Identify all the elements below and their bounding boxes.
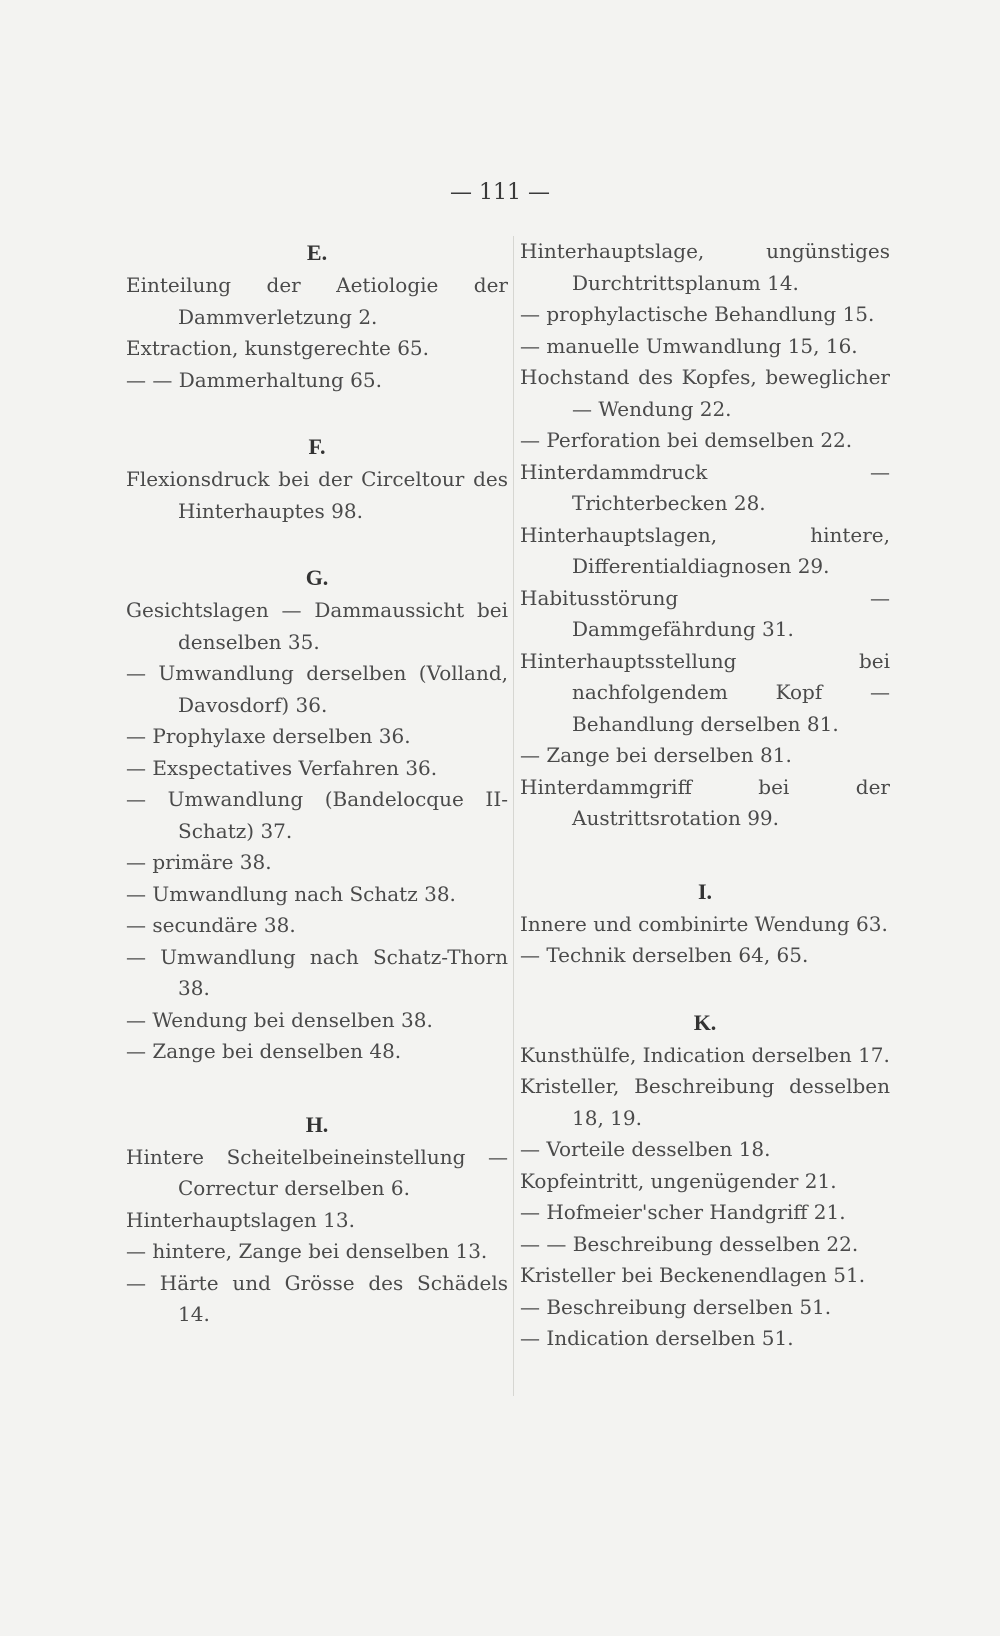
section-letter-g: G. <box>305 565 329 590</box>
index-entry: Hinterhauptslagen, hintere, Differentialdiagnosen 29. <box>520 522 890 578</box>
right-column <box>520 236 890 1355</box>
index-entry: — Umwandlung (Bandelocque II-Schatz) 37. <box>126 787 508 843</box>
index-entry: Hinterhauptsstellung bei nachfolgendem Kopf — Behandlung derselben 81. <box>520 648 890 736</box>
index-entry: Hochstand des Kopfes, beweglicher — Wendung 22. <box>520 365 890 421</box>
index-entry: — Zange bei denselben 48. <box>126 1039 402 1063</box>
index-entry: — — Beschreibung desselben 22. <box>520 1231 859 1256</box>
index-entry: — Beschreibung derselben 51. <box>520 1294 832 1319</box>
column-divider <box>513 236 514 1396</box>
index-entry: — Umwandlung derselben (Volland, Davosdorf) 36. <box>126 661 508 717</box>
index-entry: Kristeller bei Beckenendlagen 51. <box>520 1263 866 1287</box>
index-entry: — Umwandlung nach Schatz 38. <box>126 881 456 906</box>
index-entry: Hinterhauptslage, ungünstiges Durchtrittsplanum 14. <box>520 239 890 295</box>
index-entry: — hintere, Zange bei denselben 13. <box>126 1239 488 1263</box>
section-letter-f: F. <box>308 434 326 459</box>
index-entry: Innere und combinirte Wendung 63. <box>520 911 888 936</box>
index-entry: Kopfeintritt, ungenügender 21. <box>520 1168 837 1193</box>
index-entry: — — Dammerhaltung 65. <box>126 367 382 392</box>
index-entry: — primäre 38. <box>126 850 272 874</box>
index-entry: — secundäre 38. <box>126 913 296 937</box>
index-entry: — Hofmeier'scher Handgriff 21. <box>520 1200 846 1224</box>
index-entry: — Exspectatives Verfahren 36. <box>126 755 438 780</box>
section-letter-h: H. <box>305 1111 329 1137</box>
index-entry: Flexionsdruck bei der Circeltour des Hinterhauptes 98. <box>126 467 508 523</box>
index-entry: Gesichtslagen — Dammaussicht bei denselben 35. <box>126 598 508 654</box>
index-entry: Kristeller, Beschreibung desselben 18, 19. <box>520 1074 890 1130</box>
section-letter-i: I. <box>697 878 713 904</box>
index-entry: — manuelle Umwandlung 15, 16. <box>520 333 858 358</box>
index-entry: — Zange bei derselben 81. <box>520 743 792 767</box>
index-entry: — Perforation bei demselben 22. <box>520 428 853 452</box>
index-entry: Kunsthülfe, Indication derselben 17. <box>520 1042 890 1067</box>
section-letter-k: K. <box>693 1009 717 1035</box>
index-entry: Hinterdammdruck — Trichterbecken 28. <box>520 459 890 515</box>
index-entry: Hinterdammgriff bei der Austrittsrotation 99. <box>520 774 890 830</box>
page-number: — 111 — <box>450 180 550 205</box>
index-entry: Hinterhauptslagen 13. <box>126 1207 355 1232</box>
index-entry: — Technik derselben 64, 65. <box>520 943 809 967</box>
index-entry: Einteilung der Aetiologie der Dammverletzung 2. <box>126 273 508 329</box>
index-entry: — Vorteile desselben 18. <box>520 1137 771 1161</box>
index-entry: — Wendung bei denselben 38. <box>126 1007 433 1032</box>
index-entry: — prophylactische Behandlung 15. <box>520 302 875 326</box>
index-entry: — Härte und Grösse des Schädels 14. <box>126 1270 508 1326</box>
index-entry: — Prophylaxe derselben 36. <box>126 724 411 748</box>
index-entry: — Umwandlung nach Schatz-Thorn 38. <box>126 944 508 1000</box>
index-entry: Extraction, kunstgerechte 65. <box>126 336 430 360</box>
index-entry: — Indication derselben 51. <box>520 1326 794 1350</box>
index-entry: Hintere Scheitelbeineinstellung — Correctur derselben 6. <box>126 1144 508 1200</box>
left-column <box>126 236 508 1331</box>
index-entry: Habitusstörung — Dammgefährdung 31. <box>520 585 890 641</box>
section-letter-e: E. <box>306 240 328 265</box>
